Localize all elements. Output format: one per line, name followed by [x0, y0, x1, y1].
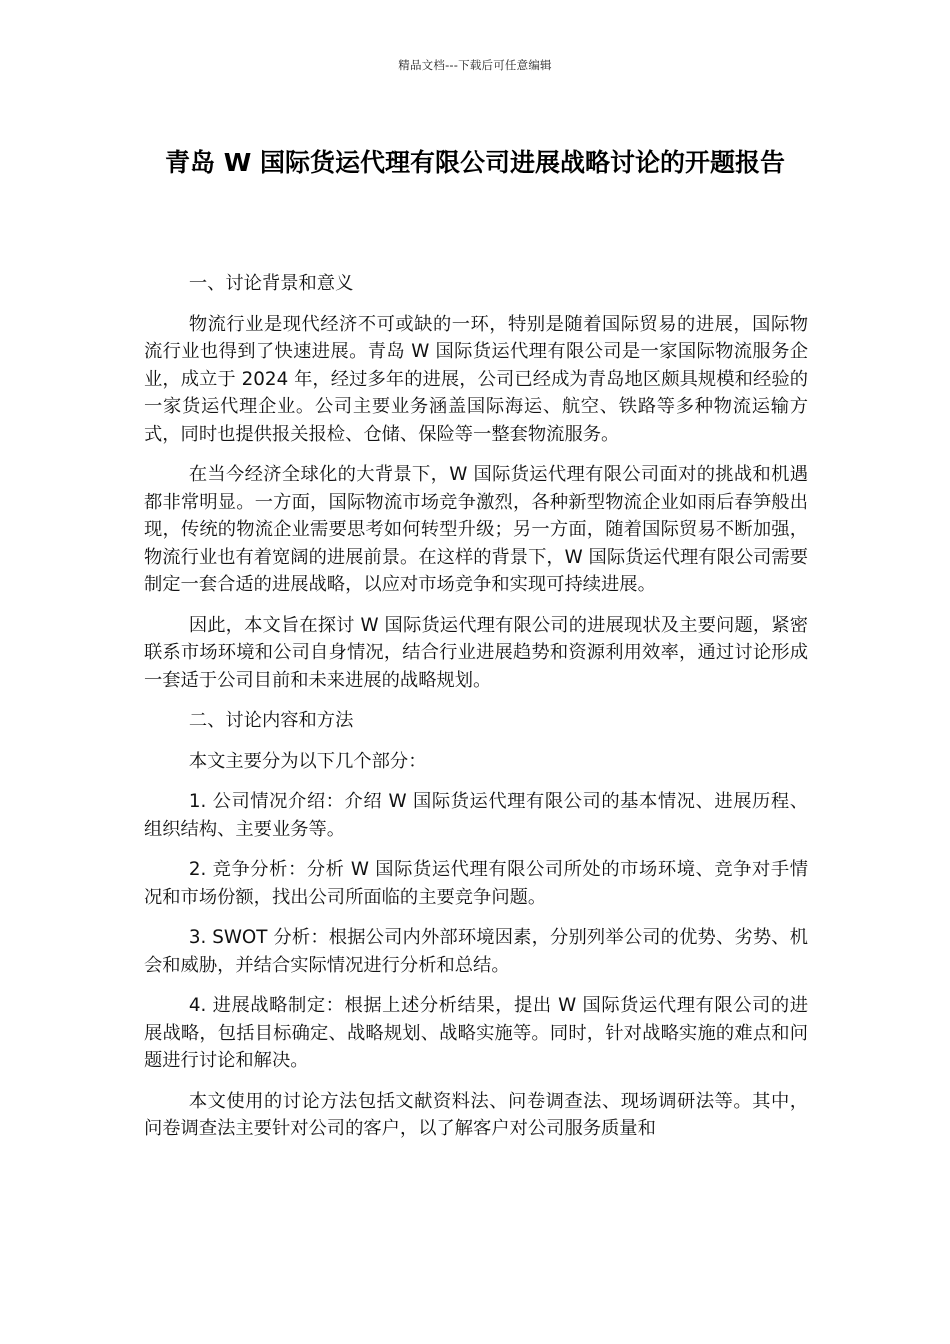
document-body	[144, 270, 808, 1156]
document-title: 青岛 W 国际货运代理有限公司进展战略讨论的开题报告	[165, 148, 785, 177]
paragraph-purpose: 因此，本文旨在探讨 W 国际货运代理有限公司的进展现状及主要问题，紧密联系市场环境和公司自身情况，结合行业进展趋势和资源利用效率，通过讨论形成一套适于公司目前和未来进展的战略规划。	[144, 614, 808, 691]
paragraph-parts-intro: 本文主要分为以下几个部分：	[188, 750, 427, 772]
list-item-strategy: 4. 进展战略制定：根据上述分析结果，提出 W 国际货运代理有限公司的进展战略，包括目标确定、战略规划、战略实施等。同时，针对战略实施的难点和问题进行讨论和解决。	[144, 995, 808, 1071]
list-item-swot: 3. SWOT 分析：根据公司内外部环境因素，分别列举公司的优势、劣势、机会和威胁，并结合实际情况进行分析和总结。	[144, 927, 808, 976]
section-heading-methods: 二、讨论内容和方法	[188, 710, 354, 731]
paragraph-methods: 本文使用的讨论方法包括文献资料法、问卷调查法、现场调研法等。其中，问卷调查法主要针对公司的客户，以了解客户对公司服务质量和	[144, 1090, 808, 1139]
paragraph-industry-intro: 物流行业是现代经济不可或缺的一环，特别是随着国际贸易的进展，国际物流行业也得到了快速进展。青岛 W 国际货运代理有限公司是一家国际物流服务企业，成立于 2024 年，经过多年的进展，公司已经成为青岛地区颇具规模和经验的一家货运代理企业。公司主要业务涵盖国际海运、航空、铁路等多种物流运输方式，同时也提供报关报检、仓储、保险等一整套物流服务。	[144, 313, 808, 445]
page-header: 精品文档---下载后可任意编辑	[398, 58, 552, 72]
paragraph-challenges: 在当今经济全球化的大背景下，W 国际货运代理有限公司面对的挑战和机遇都非常明显。一方面，国际物流市场竞争激烈，各种新型物流企业如雨后春笋般出现，传统的物流企业需要思考如何转型升级；另一方面，随着国际贸易不断加强，物流行业也有着宽阔的进展前景。在这样的背景下，W 国际货运代理有限公司需要制定一套合适的进展战略，以应对市场竞争和实现可持续进展。	[144, 464, 808, 595]
list-item-company-intro: 1. 公司情况介绍：介绍 W 国际货运代理有限公司的基本情况、进展历程、组织结构、主要业务等。	[144, 791, 808, 840]
section-heading-background: 一、讨论背景和意义	[188, 273, 354, 294]
list-item-competition: 2. 竞争分析：分析 W 国际货运代理有限公司所处的市场环境、竞争对手情况和市场份额，找出公司所面临的主要竞争问题。	[144, 859, 808, 908]
